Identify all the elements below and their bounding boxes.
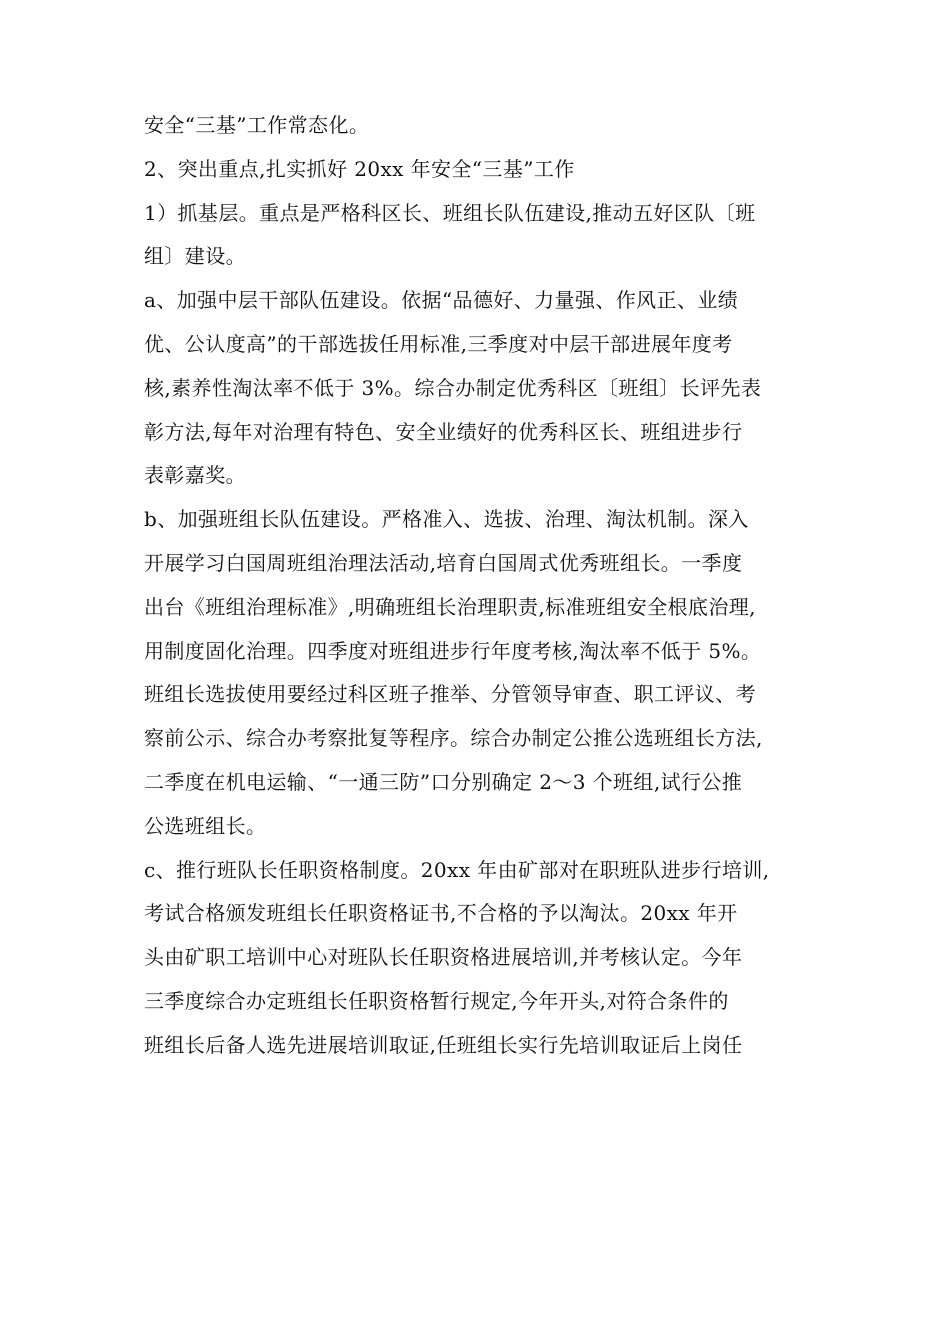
text-line: 出台《班组治理标准》,明确班组长治理职责,标准班组安全根底治理, [144, 594, 756, 619]
text-line: 核,素养性淘汰率不低于 3%。综合办制定优秀科区〔班组〕长评先表 [144, 375, 762, 400]
section-heading: 2、突出重点,扎实抓好 20xx 年安全“三基”工作 [144, 156, 575, 181]
text-line: c、推行班队长任职资格制度。20xx 年由矿部对在职班队进步行培训, [144, 857, 770, 882]
text-line: 班组长后备人选先进展培训取证,任班组长实行先培训取证后上岗任 [144, 1032, 743, 1057]
text-line: 优、公认度高”的干部选拔任用标准,三季度对中层干部进展年度考 [144, 331, 733, 356]
text-line: 班组长选拔使用要经过科区班子推举、分管领导审查、职工评议、考 [144, 682, 756, 707]
text-line: a、加强中层干部队伍建设。依据“品德好、力量强、作风正、业绩 [144, 288, 739, 313]
text-line: 考试合格颁发班组长任职资格证书,不合格的予以淘汰。20xx 年开 [144, 901, 738, 926]
text-line: 三季度综合办定班组长任职资格暂行规定,今年开头,对符合条件的 [144, 988, 729, 1013]
text-line: 开展学习白国周班组治理法活动,培育白国周式优秀班组长。一季度 [144, 550, 743, 575]
text-line: 用制度固化治理。四季度对班组进步行年度考核,淘汰率不低于 5%。 [144, 638, 762, 663]
document-body [144, 104, 824, 1068]
text-line: 表彰嘉奖。 [144, 463, 246, 488]
text-line: 组〕建设。 [144, 244, 246, 269]
text-line: 1）抓基层。重点是严格科区长、班组长队伍建设,推动五好区队〔班 [144, 200, 756, 225]
text-line: b、加强班组长队伍建设。严格准入、选拔、治理、淘汰机制。深入 [144, 507, 749, 532]
text-line: 公选班组长。 [144, 813, 267, 838]
text-line: 二季度在机电运输、“一通三防”口分别确定 2～3 个班组,试行公推 [144, 769, 743, 794]
text-line: 头由矿职工培训中心对班队长任职资格进展培训,并考核认定。今年 [144, 945, 743, 970]
text-line: 彰方法,每年对治理有特色、安全业绩好的优秀科区长、班组进步行 [144, 419, 743, 444]
text-line: 安全“三基”工作常态化。 [144, 113, 370, 137]
text-line: 察前公示、综合办考察批复等程序。综合办制定公推公选班组长方法, [144, 726, 763, 751]
